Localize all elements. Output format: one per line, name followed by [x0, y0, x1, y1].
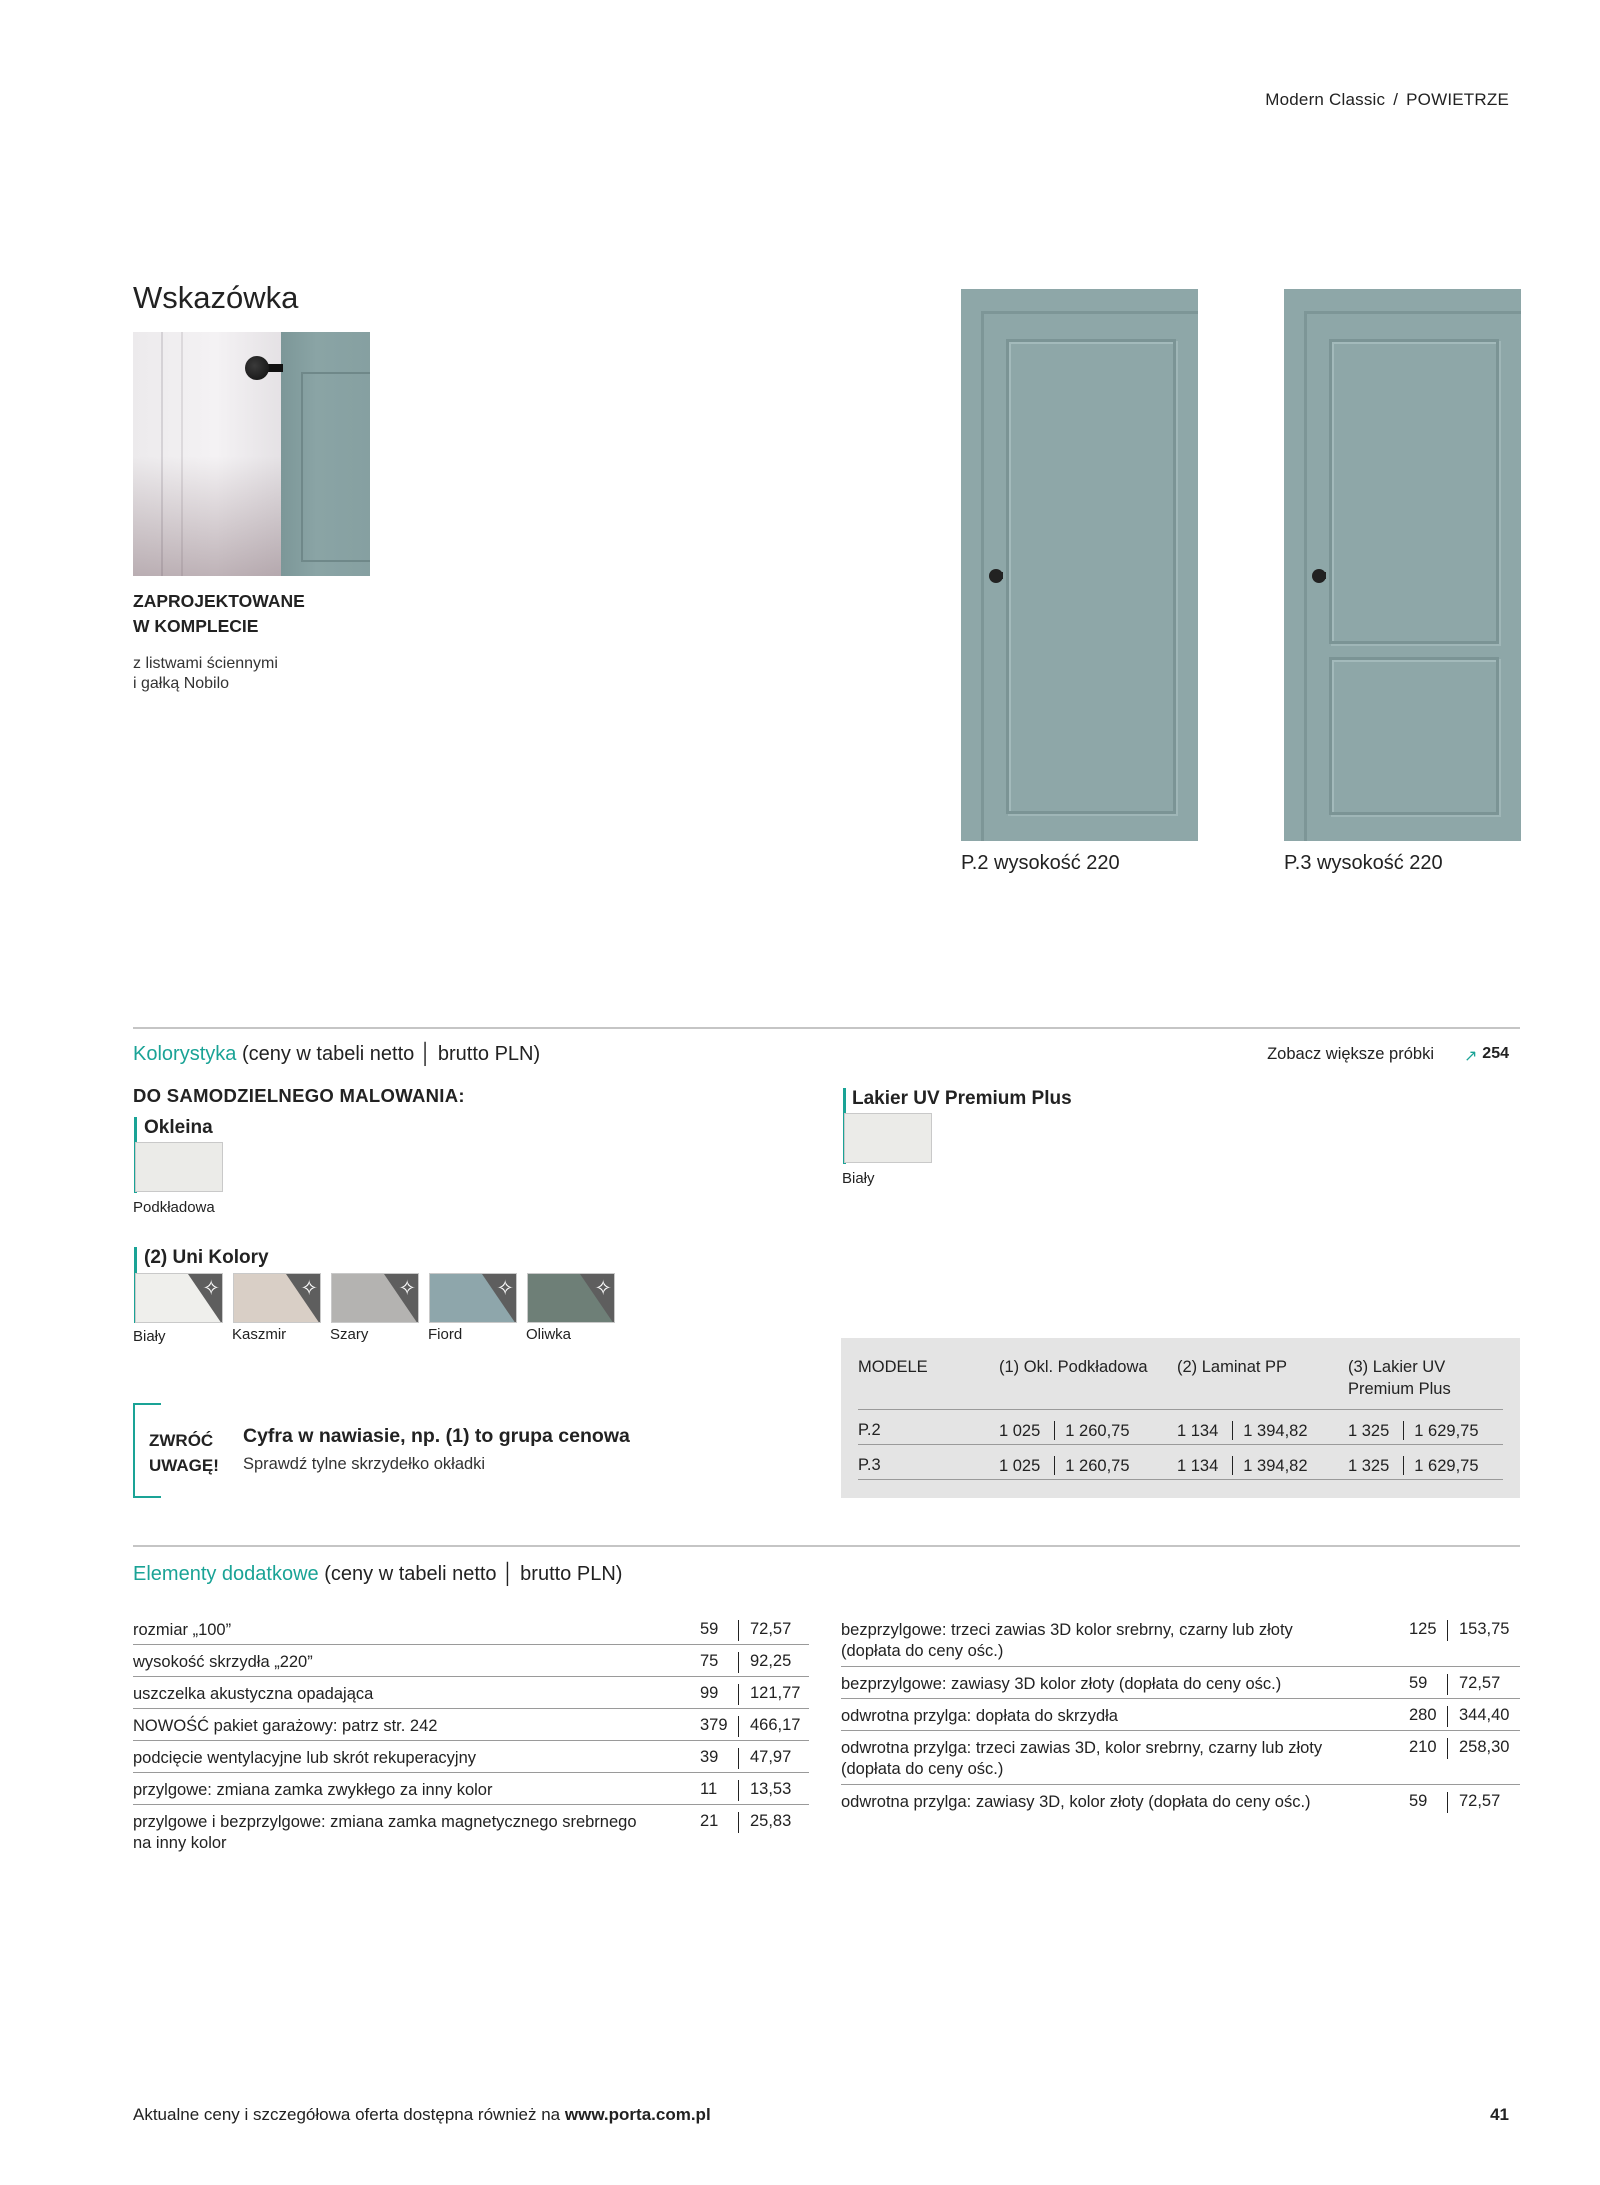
value-separator: [1447, 1792, 1448, 1813]
value-separator: [1447, 1620, 1448, 1641]
table-cell-price: 1 325 1 629,75: [1348, 1457, 1479, 1475]
swatch-label: Kaszmir: [232, 1326, 287, 1343]
extras-item-net: 39: [700, 1748, 719, 1766]
value-separator: [738, 1652, 739, 1673]
extras-item-gross: 72,57: [1459, 1792, 1501, 1810]
value-separator: [738, 1748, 739, 1769]
door-knob-icon: [1312, 569, 1326, 583]
hint-photo: [133, 332, 370, 576]
sparkle-icon: ✧: [398, 1277, 416, 1300]
color-swatch-podkladowa[interactable]: [135, 1142, 223, 1192]
footer-text: Aktualne ceny i szczegółowa oferta dostępna również na: [133, 2105, 561, 2124]
knob-icon: [245, 356, 269, 380]
footer-link[interactable]: www.porta.com.pl: [564, 2105, 711, 2124]
sparkle-icon: ✧: [496, 1277, 514, 1300]
value-separator: [738, 1780, 739, 1801]
breadcrumb: [1265, 90, 1509, 110]
value-separator: [1447, 1674, 1448, 1695]
table-header: (3) Lakier UV Premium Plus: [1348, 1358, 1451, 1398]
color-swatch-kaszmir[interactable]: [233, 1273, 321, 1323]
extras-item-gross: 13,53: [750, 1780, 792, 1798]
breadcrumb-separator: /: [1393, 90, 1399, 109]
footer: [133, 2105, 711, 2125]
table-header: (2) Laminat PP: [1177, 1358, 1288, 1376]
swatch-label: Biały: [133, 1328, 166, 1345]
table-cell-price: 1 025 1 260,75: [999, 1457, 1130, 1475]
breadcrumb-collection[interactable]: Modern Classic: [1265, 90, 1386, 109]
extras-item-label: bezprzylgowe: trzeci zawias 3D kolor srebrny, czarny lub złoty (dopłata do ceny ośc.): [841, 1621, 1293, 1660]
row-divider: [841, 1784, 1520, 1785]
extras-item-net: 59: [700, 1620, 719, 1638]
value-separator: [1447, 1706, 1448, 1727]
extras-item-net: 59: [1409, 1674, 1428, 1692]
section-divider: [133, 1027, 1520, 1029]
lakier-title: Lakier UV Premium Plus: [852, 1088, 1072, 1109]
extras-item-net: 21: [700, 1812, 719, 1830]
row-divider: [133, 1740, 809, 1741]
extras-item-net: 125: [1409, 1620, 1437, 1638]
extras-item-gross: 72,57: [1459, 1674, 1501, 1692]
table-rule: [858, 1479, 1503, 1480]
swatch-label: Fiord: [428, 1326, 463, 1343]
see-more-page[interactable]: 254: [1482, 1045, 1509, 1062]
color-swatch-szary[interactable]: [331, 1273, 419, 1323]
extras-item-label: odwrotna przylga: dopłata do skrzydła: [841, 1707, 1118, 1725]
row-divider: [133, 1708, 809, 1709]
okleina-title: Okleina: [144, 1117, 213, 1138]
color-swatch-bialy[interactable]: [135, 1273, 223, 1323]
table-header: (1) Okl. Podkładowa: [999, 1358, 1148, 1376]
extras-item-net: 280: [1409, 1706, 1437, 1724]
hint-title: Wskazówka: [133, 280, 299, 315]
extras-item-net: 75: [700, 1652, 719, 1670]
value-separator: [738, 1716, 739, 1737]
row-divider: [841, 1666, 1520, 1667]
table-cell-price: 1 134 1 394,82: [1177, 1422, 1308, 1440]
section-divider: [133, 1545, 1520, 1547]
row-divider: [841, 1698, 1520, 1699]
swatch-label: Biały: [842, 1170, 875, 1187]
extras-item-label: uszczelka akustyczna opadająca: [133, 1685, 374, 1703]
table-header: MODELE: [858, 1358, 928, 1376]
extras-item-label: podcięcie wentylacyjne lub skrót rekuperacyjny: [133, 1749, 477, 1767]
hint-text: z listwami ściennymi i gałką Nobilo: [133, 655, 278, 692]
extras-item-label: rozmiar „100”: [133, 1621, 232, 1639]
extras-item-gross: 258,30: [1459, 1738, 1510, 1756]
swatch-label: Oliwka: [526, 1326, 572, 1343]
door-caption: P.3 wysokość 220: [1284, 852, 1443, 874]
extras-item-net: 11: [700, 1780, 718, 1798]
price-table: [841, 1338, 1520, 1498]
extras-item-gross: 466,17: [750, 1716, 801, 1734]
extras-item-gross: 25,83: [750, 1812, 792, 1830]
uni-colors-title: (2) Uni Kolory: [144, 1247, 269, 1268]
extras-item-label: bezprzylgowe: zawiasy 3D kolor złoty (dopłata do ceny ośc.): [841, 1675, 1282, 1693]
extras-item-gross: 121,77: [750, 1684, 801, 1702]
row-divider: [133, 1676, 809, 1677]
hint-heading: ZAPROJEKTOWANE W KOMPLECIE: [133, 591, 305, 636]
page-number: 41: [1490, 2105, 1509, 2124]
row-divider: [133, 1772, 809, 1773]
note-heading: Cyfra w nawiasie, np. (1) to grupa cenowa: [243, 1425, 630, 1447]
color-swatch-fiord[interactable]: [429, 1273, 517, 1323]
table-cell-price: 1 134 1 394,82: [1177, 1457, 1308, 1475]
row-divider: [841, 1730, 1520, 1731]
table-rule: [858, 1409, 1503, 1410]
extras-item-gross: 47,97: [750, 1748, 792, 1766]
table-cell-price: 1 025 1 260,75: [999, 1422, 1130, 1440]
door-image-p2[interactable]: [961, 289, 1198, 841]
extras-item-net: 379: [700, 1716, 728, 1734]
row-divider: [133, 1644, 809, 1645]
extras-item-gross: 153,75: [1459, 1620, 1510, 1638]
extras-item-net: 210: [1409, 1738, 1437, 1756]
value-separator: [738, 1620, 739, 1641]
note-subtext: Sprawdź tylne skrzydełko okładki: [243, 1455, 486, 1473]
breadcrumb-model[interactable]: POWIETRZE: [1406, 90, 1509, 109]
arrow-up-right-icon[interactable]: ↗: [1464, 1048, 1478, 1065]
value-separator: [738, 1684, 739, 1705]
extras-item-label: przylgowe i bezprzylgowe: zmiana zamka magnetycznego srebrnego na inny kolor: [133, 1813, 637, 1852]
extras-item-gross: 72,57: [750, 1620, 792, 1638]
extras-item-label: wysokość skrzydła „220”: [133, 1653, 313, 1671]
row-divider: [133, 1804, 809, 1805]
sparkle-icon: ✧: [202, 1277, 220, 1300]
extras-item-gross: 92,25: [750, 1652, 792, 1670]
table-cell-model: P.2: [858, 1421, 881, 1439]
door-caption: P.2 wysokość 220: [961, 852, 1120, 874]
swatch-label: Podkładowa: [133, 1199, 215, 1216]
extras-item-label: odwrotna przylga: trzeci zawias 3D, kolor srebrny, czarny lub złoty (dopłata do ceny ośc.): [841, 1739, 1323, 1778]
extras-item-label: przylgowe: zmiana zamka zwykłego za inny kolor: [133, 1781, 493, 1799]
extras-section-title: Elementy dodatkowe (ceny w tabeli netto │ brutto PLN): [133, 1563, 623, 1585]
see-more-link[interactable]: Zobacz większe próbki: [1267, 1045, 1434, 1063]
extras-item-gross: 344,40: [1459, 1706, 1510, 1724]
sparkle-icon: ✧: [300, 1277, 318, 1300]
table-rule: [858, 1444, 1503, 1445]
door-image-p3[interactable]: [1284, 289, 1521, 841]
extras-item-label: NOWOŚĆ pakiet garażowy: patrz str. 242: [133, 1717, 438, 1735]
value-separator: [738, 1812, 739, 1833]
extras-item-net: 99: [700, 1684, 719, 1702]
sparkle-icon: ✧: [594, 1277, 612, 1300]
value-separator: [1447, 1738, 1448, 1759]
table-cell-model: P.3: [858, 1456, 881, 1474]
color-swatch-lakier-bialy[interactable]: [844, 1113, 932, 1163]
colors-section-title: Kolorystyka (ceny w tabeli netto │ brutto PLN): [133, 1043, 541, 1065]
table-cell-price: 1 325 1 629,75: [1348, 1422, 1479, 1440]
note-label: ZWRÓĆ UWAGĘ!: [149, 1431, 219, 1475]
door-knob-icon: [989, 569, 1003, 583]
diy-title: DO SAMODZIELNEGO MALOWANIA:: [133, 1085, 465, 1106]
extras-item-net: 59: [1409, 1792, 1428, 1810]
extras-item-label: odwrotna przylga: zawiasy 3D, kolor złoty (dopłata do ceny ośc.): [841, 1793, 1311, 1811]
color-swatch-oliwka[interactable]: [527, 1273, 615, 1323]
swatch-label: Szary: [330, 1326, 369, 1343]
